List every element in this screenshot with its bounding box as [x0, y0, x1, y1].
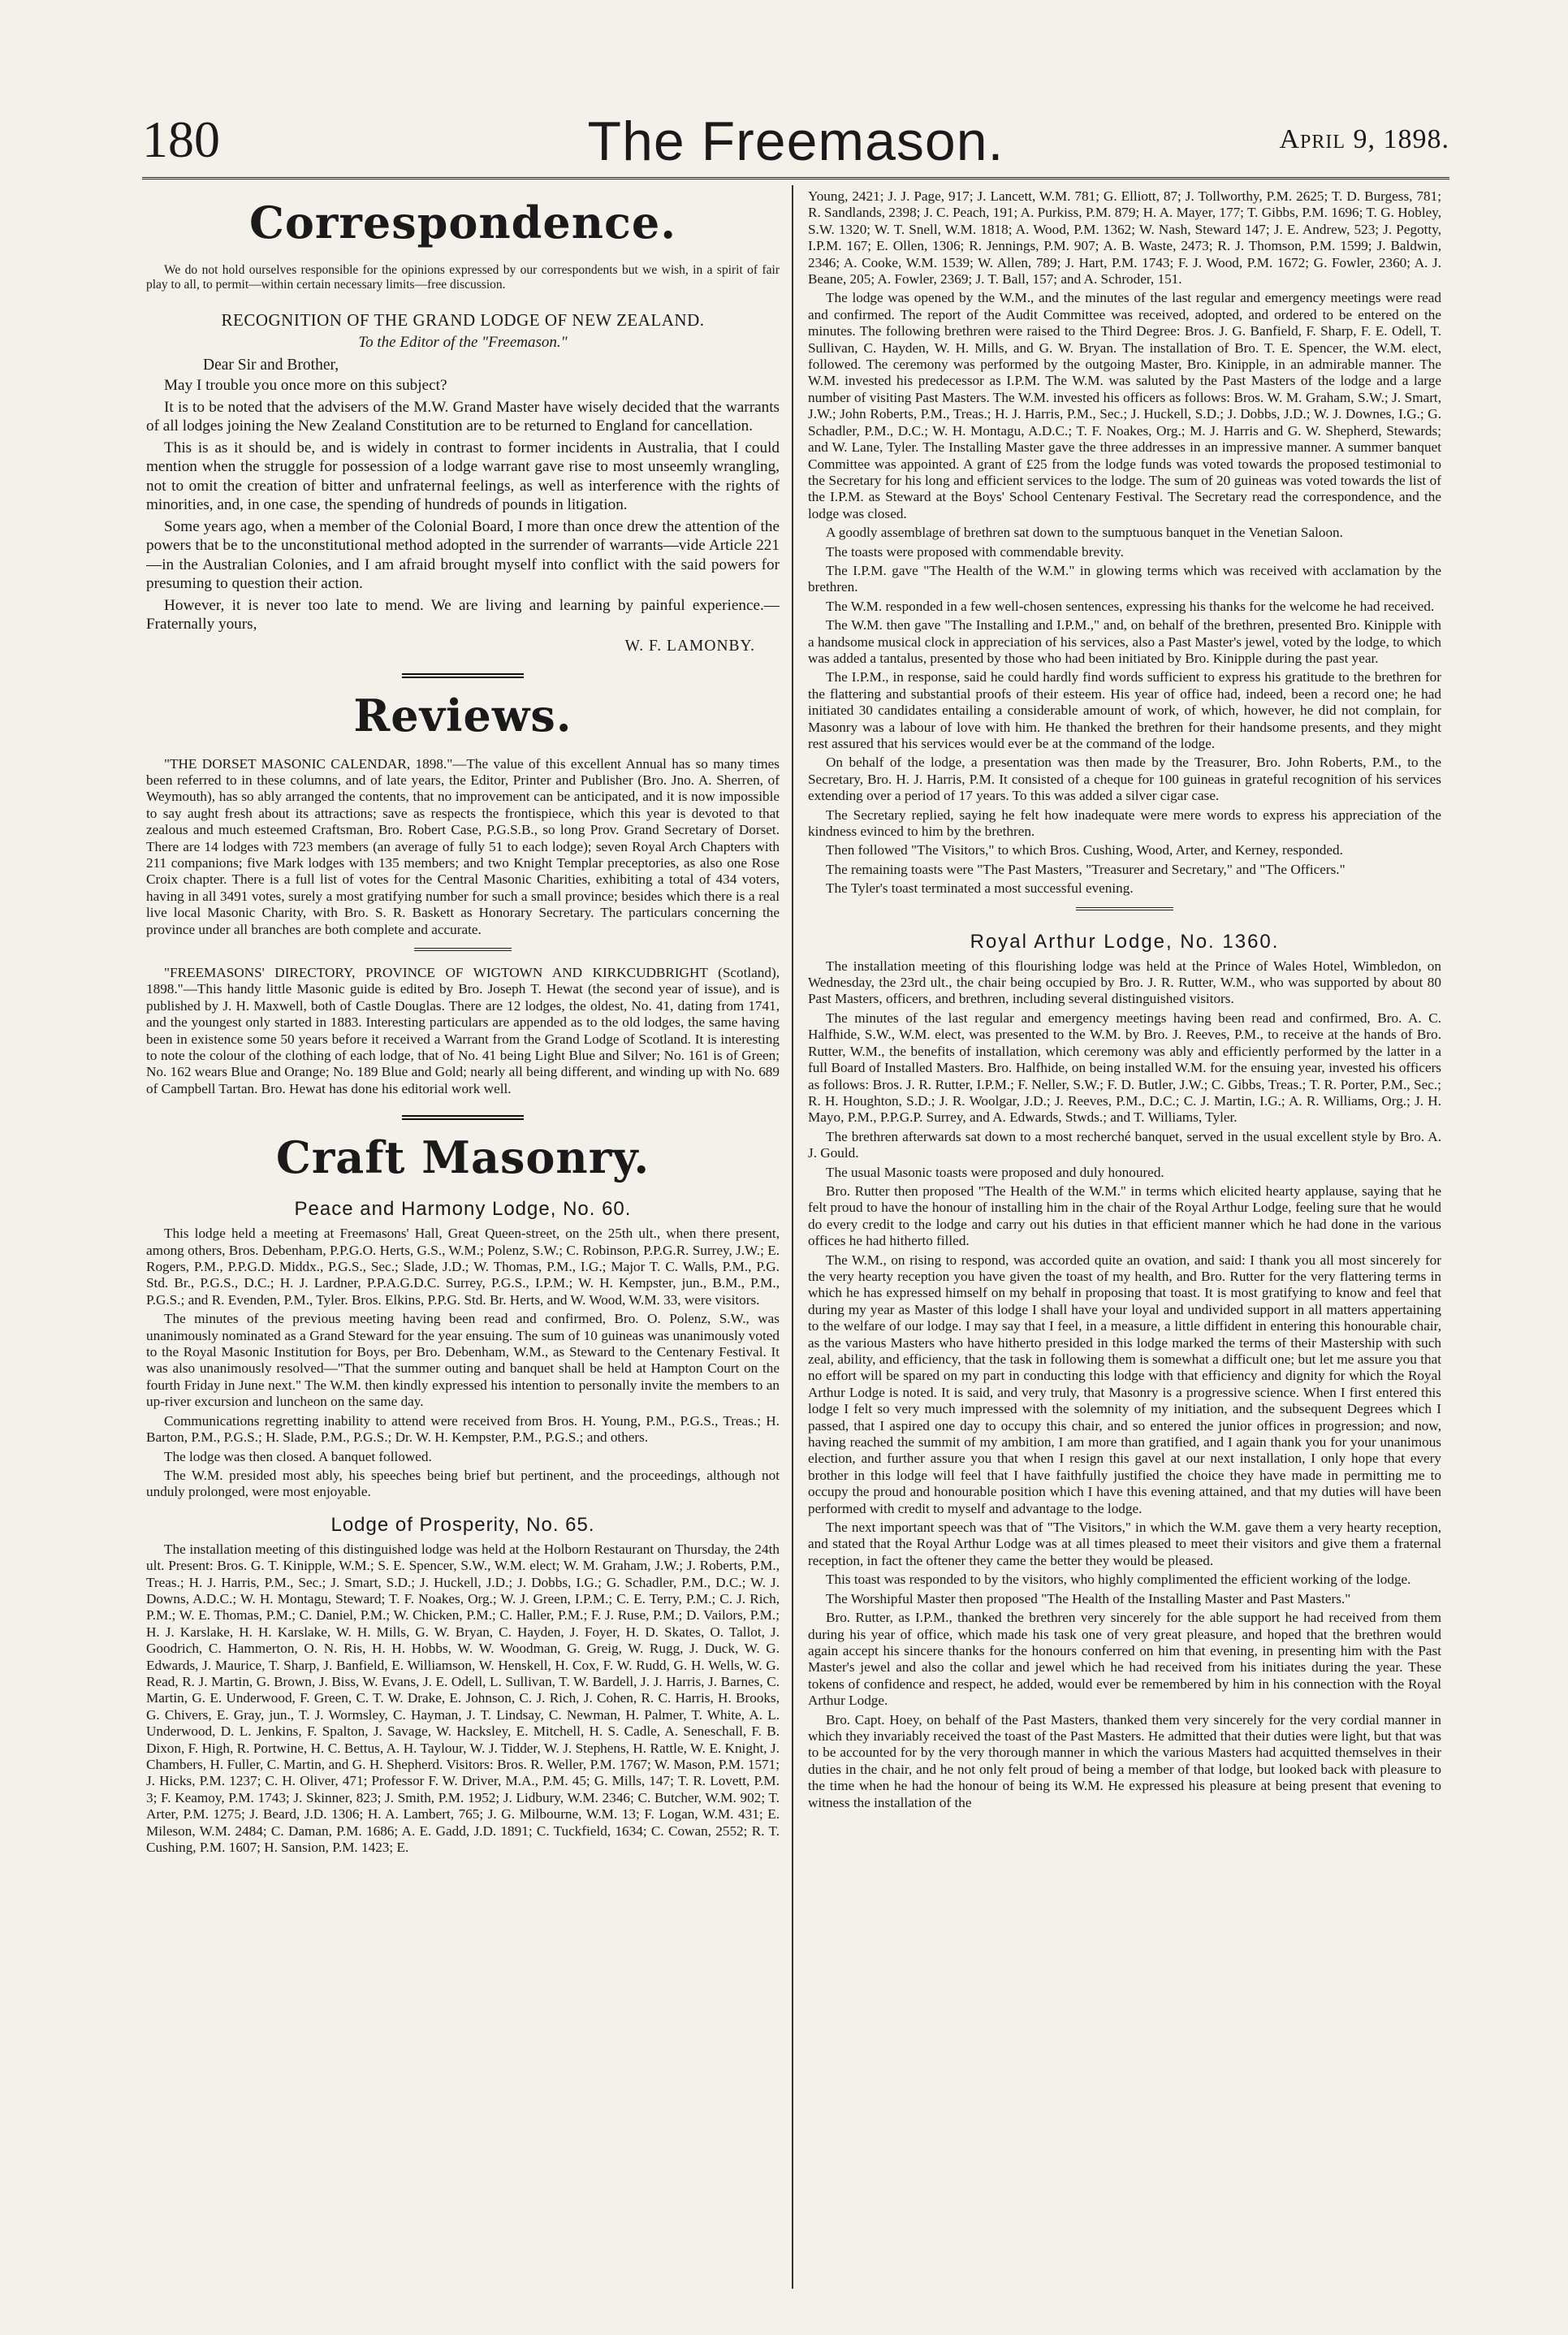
letter-paragraph: May I trouble you once more on this subject? [164, 377, 447, 394]
lodge-paragraph: This lodge held a meeting at Freemasons' Hall, Great Queen-street, on the 25th ult., when there present, among others, Bros. Debenham, P.P.G.O. Herts, G.S., W.M.; Polenz, S.W.; C. Robinson, P.P.G.R. Surrey, J.W.; E. Rogers, P.M., P.P.G.D. Middx., P.G.S., Sec.; Slade, J.D.; W. Thomas, P.M., I.G.; Major T. C. Walls, P.M., P.G. Std. Br., P.G.S., D.C.; H. J. Lardner, P.P.A.G.D.C. Surrey, P.G.S., I.P.M.; W. H. Kempster, jun., B.M., P.M., P.G.S.; and R. Evenden, P.M., Tyler. Bros. Elkins, P.P.G. Std. Br. Herts, and W. Wood, W.M. 33, were visitors. [146, 1226, 780, 1308]
disclaimer-text: We do not hold ourselves responsible for the opinions expressed by our correspondents but we wish, in a spirit of fair play to all, to permit—within certain necessary limits—free discussion. [146, 263, 780, 292]
lodge-paragraph: The toasts were proposed with commendable brevity. [826, 543, 1124, 560]
lodge-paragraph: Then followed "The Visitors," to which Bros. Cushing, Wood, Arter, and Kerney, responded. [826, 842, 1343, 858]
correspondence-heading: Correspondence. [248, 197, 677, 249]
masthead-title: The Freemason. [587, 110, 1004, 172]
section-rule [402, 673, 524, 681]
lodge-paragraph: The lodge was opened by the W.M., and the minutes of the last regular and emergency meetings were read and confirmed. The report of the Audit Committee was received, adopted, and ordered to be entered on the minutes. The following brethren were raised to the Third Degree: Bros. J. G. Banfield, F. Sharp, F. E. Odell, T. Sullivan, C. Hayden, W. H. Mills, and G. W. Bryan. The installation of Bro. T. E. Spencer, the W.M. elect, followed. The ceremony was performed by the outgoing Master, Bro. Kinipple, in an admirable manner. The W.M. invested his predecessor as I.P.M. The W.M. was saluted by the Past Masters of the lodge and a large number of visiting Past Masters. The W.M. invested his officers as follows: Bros. W. M. Graham, S.W.; J. Smart, J.W.; John Roberts, P.M., Treas.; H. J. Harris, P.M., Sec.; J. Huckell, S.D.; J. Dobbs, J.D.; W. J. Downes, I.G.; G. Schadler, P.M., D.C.; W. H. Montagu, A.D.C.; T. F. Noakes, Org.; M. J. Harris and G. W. Shepherd, Stewards; and W. Lane, Tyler. The Installing Master gave the three addresses in an impressive manner. A summer banquet Committee was appointed. A grant of £25 from the lodge funds was voted towards the proposed testimonial to the Secretary for his long and efficient services to the lodge. The sum of 20 guineas was voted towards the list of the I.P.M. as Steward at the Boys' School Centenary Festival. The Secretary read the correspondence, and the lodge was closed. [808, 290, 1441, 521]
lodge-paragraph: Young, 2421; J. J. Page, 917; J. Lancett, W.M. 781; G. Elliott, 87; J. Tollworthy, P.M. 2625; T. D. Burgess, 781; R. Sandlands, 2398; J. C. Peach, 191; A. Purkiss, P.M. 879; H. A. Mayer, 177; T. Gibbs, P.M. 1696; T. G. Hobley, S.W. 1320; W. T. Snell, W.M. 1818; A. Wood, P.M. 1362; W. Nash, Steward 147; J. E. Andrew, 523; J. Pegotty, I.P.M. 167; E. Ollen, 1306; R. Jennings, P.M. 907; A. B. Waste, 2473; R. J. Thomson, P.M. 1599; J. Baldwin, 2346; A. Cooke, W.M. 1539; W. Allen, 789; J. Hart, P.M. 1743; F. J. Wood, P.M. 1672; G. Fowler, 2360; A. J. Beane, 205; A. Fowler, 2369; J. T. Ball, 157; and A. Schroder, 151. [808, 188, 1441, 288]
review-paragraph: "THE DORSET MASONIC CALENDAR, 1898."—The value of this excellent Annual has so many times been referred to in these columns, and of late years, the Editor, Printer and Publisher (Bro. Jno. A. Sherren, of Weymouth), has so ably arranged the contents, that no improvement can be anticipated, and it is now impossible to say aught fresh about its attractions; save as respects the frontispiece, which this year is devoted to that zealous and much esteemed Craftsman, Bro. Robert Case, P.G.S.B., so long Prov. Grand Secretary of Dorset. There are 14 lodges with 723 members (an average of fully 51 to each lodge); seven Royal Arch Chapters with 211 companions; five Mark lodges with 135 members; and two Knight Templar preceptories, as also one Rose Croix chapter. There is a full list of votes for the Central Masonic Charities, exhibiting a total of 434 voters, having in all 3491 votes, surely a most gratifying number for such a small province; besides which there is a real live local Masonic Charity, with Bro. S. R. Baskett as Honorary Secretary. The particulars concerning the province under all branches are both complete and accurate. [146, 755, 780, 937]
correspondence-disclaimer [146, 263, 780, 292]
letter-paragraph: This is as it should be, and is widely in contrast to former incidents in Australia, that I could mention when the struggle for possession of a lodge warrant gave rise to most unseemly wrangling, not to omit the creation of bitter and unfraternal feelings, as well as interference with the rights of minorities, and, in one case, the spending of hundreds of pounds in litigation. [146, 439, 780, 513]
lodge-paragraph: Bro. Rutter then proposed "The Health of the W.M." in terms which elicited hearty applause, saying that he felt proud to have the honour of installing him in the chair of the Royal Arthur Lodge, feeling sure that he would do every credit to the lodge and carry out his duties in that efficient manner which he had done in the various offices he had hitherto filled. [808, 1183, 1441, 1249]
lodge-heading: Peace and Harmony Lodge, No. 60. [294, 1198, 632, 1221]
letter-to-editor: To the Editor of the "Freemason." [358, 334, 568, 351]
lodge-paragraph: The Secretary replied, saying he felt how inadequate were mere words to express his appreciation of the kindness evinced to him by the brethren. [808, 806, 1441, 840]
lodge-paragraph: Bro. Capt. Hoey, on behalf of the Past Masters, thanked them very sincerely for the very cordial manner in which they invariably received the toast of the Past Masters. He admitted that their duties were light, but that was to be accounted for by the very thorough manner in which the various Masters had acquitted themselves in their duties in the chair, and he not only felt proud of being a member of that lodge, but looked back with pleasure to the time when he had the honour of being its W.M. He expressed his pleasure at being present that evening to witness the installation of the [808, 1711, 1441, 1810]
column-divider [792, 185, 793, 2289]
lodge-paragraph: The Worshipful Master then proposed "The Health of the Installing Master and Past Masters." [826, 1590, 1351, 1606]
letter-paragraph: However, it is never too late to mend. We are living and learning by painful experience.—Fraternally yours, [146, 596, 780, 633]
lodge-paragraph: The next important speech was that of "The Visitors," in which the W.M. gave them a very hearty reception, and stated that the Royal Arthur Lodge was at all times pleased to meet their visitors and give them a fraternal reception, in fact the oftener they came the better they would be pleased. [808, 1520, 1441, 1568]
lodge-paragraph: The brethren afterwards sat down to a most recherché banquet, served in the usual excellent style by Bro. A. J. Gould. [808, 1128, 1441, 1161]
lodge-paragraph: The W.M. then gave "The Installing and I.P.M.," and, on behalf of the brethren, presented Bro. Kinipple with a handsome musical clock in appreciation of his services, also a Past Master's jewel, voted by the lodge, to which was added a tantalus, presented by those who had been initiated by Bro. Kinipple during the past year. [808, 617, 1441, 666]
page-number: 180 [142, 110, 220, 168]
lodge-paragraph: The I.P.M. gave "The Health of the W.M." in glowing terms which was received with acclamation by the brethren. [808, 562, 1441, 595]
lodge-paragraph: The W.M., on rising to respond, was accorded quite an ovation, and said: I thank you all most sincerely for the very hearty reception you have given the toast of my health, and Bro. Rutter for the very flattering terms in which he has expressed himself on my behalf in proposing that toast. It is most gratifying to know and feel that during my year as Master of this lodge I shall have your loyal and undivided support in all matters appertaining to the welfare of our lodge. I may say that I feel, in a measure, a little diffident in entering this honourable chair, as the various Masters who have hitherto presided in this lodge marked the terms of their Mastership with such zeal, ability, and efficiency, that the task in following them is somewhat a difficult one; but let me assure you that no effort will be spared on my part in conducting this lodge with that efficiency and dignity for which the Royal Arthur Lodge is noted. It is said, and very truly, that Masonry is a progressive science. When I first entered this lodge I felt so very much impressed with the solemnity of my initiation, and the subsequent Degrees which I passed, that I aspired one day to occupy this chair, and so entered the junior offices in progression; and now, having reached the summit of my ambition, I am more than gratified, and I again thank you for your unanimous election, and further assure you that when I resign this gavel at our next installation, I only hope that every brother in this lodge will feel that I have faithfully justified the choice they have made in permitting me to occupy the proud and honourable position which I have this evening attained, and that my duties will have been performed with credit to myself and advantage to the lodge. [808, 1252, 1441, 1516]
lodge-paragraph: The usual Masonic toasts were proposed and duly honoured. [826, 1164, 1164, 1180]
lodge-paragraph: The minutes of the last regular and emergency meetings having been read and confirmed, Bro. A. C. Halfhide, S.W., W.M. elect, was presented to the W.M. by Bro. J. Reeves, P.M., to receive at the hands of Bro. Rutter, W.M., the benefits of installation, which ceremony was ably and efficiently performed by the latter in a full Board of Installed Masters. Bro. Halfhide, on being installed W.M. for the ensuing year, invested his officers as follows: Bros. J. R. Rutter, I.P.M.; F. Neller, S.W.; F. D. Butler, J.W.; C. Gibbs, Treas.; T. R. Porter, P.M., Sec.; R. H. Houghton, S.D.; J. R. Woolgar, J.D.; J. Reeves, P.M., D.C.; C. J. Martin, I.G.; A. R. Williams, Org.; J. H. Mayo, P.M., P.P.G.P. Surrey, and A. Edwards, Stwds.; and T. Williams, Tyler. [808, 1010, 1441, 1126]
letter-paragraph: Some years ago, when a member of the Colonial Board, I more than once drew the attention of the powers that be to the unconstitutional method adopted in the surrender of warrants—vide Article 221—in the Australian Colonies, and I am afraid brought myself into conflict with the said powers for presuming to question their action. [146, 517, 780, 592]
lodge-heading: Royal Arthur Lodge, No. 1360. [970, 930, 1280, 953]
lodge-heading: Lodge of Prosperity, No. 65. [330, 1513, 595, 1536]
craft-masonry-heading: Craft Masonry. [275, 1131, 650, 1184]
section-divider [1076, 907, 1173, 913]
left-column [146, 188, 780, 2292]
lodge-paragraph: The installation meeting of this flourishing lodge was held at the Prince of Wales Hotel, Wimbledon, on Wednesday, the 23rd ult., the chair being occupied by Bro. J. R. Rutter, W.M., who was supported by about 80 Past Masters, officers, and brethren, including several distinguished visitors. [808, 958, 1441, 1007]
section-rule [402, 1115, 524, 1123]
lodge-paragraph: On behalf of the lodge, a presentation was then made by the Treasurer, Bro. John Roberts, P.M., to the Secretary, Bro. H. J. Harris, P.M. It consisted of a cheque for 100 guineas in grateful recognition of his services extending over a period of 17 years. To this was added a silver cigar case. [808, 755, 1441, 804]
review-paragraph: "FREEMASONS' DIRECTORY, PROVINCE OF WIGTOWN AND KIRKCUDBRIGHT (Scotland), 1898."—This handy little Masonic guide is edited by Bro. Joseph T. Hewat (the second year of issue), and is published by J. H. Maxwell, both of Castle Douglas. There are 12 lodges, the oldest, No. 41, dating from 1741, and the youngest only started in 1883. Interesting particulars are appended as to the old lodges, the same having been in existence some 50 years before it received a Warrant from the Grand Lodge of Scotland. It is interesting to note the colour of the clothing of each lodge, that of No. 41 being Light Blue and Silver; No. 161 is of Green; No. 162 wears Blue and Orange; No. 189 Blue and Gold; nearly all being different, and winding up with No. 689 of Campbell Tartan. Bro. Hewat has done his editorial work well. [146, 964, 780, 1096]
review-divider [414, 948, 512, 953]
lodge-paragraph: This toast was responded to by the visitors, who highly complimented the efficient working of the lodge. [826, 1572, 1411, 1588]
lodge-paragraph: The W.M. responded in a few well-chosen sentences, expressing his thanks for the welcome he had received. [826, 598, 1435, 614]
letter-signature: W. F. LAMONBY. [624, 637, 755, 655]
lodge-paragraph: A goodly assemblage of brethren sat down to the sumptuous banquet in the Venetian Saloon. [826, 525, 1343, 541]
lodge-paragraph: Bro. Rutter, as I.P.M., thanked the brethren very sincerely for the able support he had received from them during his year of office, which made his task one of very great pleasure, and hoped that the brethren would again accept his sincere thanks for the honours conferred on him that evening, in presenting him with the Past Master's jewel and also the collar and jewel which he had received from his initiates during the year. These tokens of confidence and respect, he added, would ever be remembered by him in his connection with the Royal Arthur Lodge. [808, 1610, 1441, 1709]
lodge-paragraph: The lodge was then closed. A banquet followed. [164, 1448, 432, 1464]
lodge-paragraph: The Tyler's toast terminated a most successful evening. [826, 880, 1134, 897]
lodge-paragraph: The installation meeting of this distinguished lodge was held at the Holborn Restaurant on Thursday, the 24th ult. Present: Bros. G. T. Kinipple, W.M.; S. E. Spencer, S.W., W.M. elect; W. M. Graham, J.W.; J. Roberts, P.M., Treas.; H. J. Harris, P.M., Sec.; J. Smart, S.D.; J. Huckell, J.D.; J. Dobbs, I.G.; G. Schadler, P.M., D.C.; W. J. Downs, A.D.C.; W. H. Montagu, Steward; T. F. Noakes, Org.; W. J. Green, I.P.M.; C. E. Terry, P.M.; C. J. Rich, P.M.; W. E. Thomas, P.M.; C. Daniel, P.M.; W. Chicken, P.M.; C. Haller, P.M.; F. J. Ruse, P.M.; D. Vailors, P.M.; H. J. Karslake, H. H. Karslake, W. H. Mills, G. W. Bryan, C. Hayden, J. Foyer, H. D. Skates, O. Tallot, J. Goodrich, C. Hammerton, O. N. Ris, H. H. Hobbs, W. W. Woodman, G. Greig, W. Rugg, J. Duck, W. G. Edwards, J. Maurice, T. Sharp, J. Banfield, E. Williamson, W. Henskell, H. Cox, F. W. Rudd, G. H. Wells, W. G. Read, R. J. Martin, G. Brown, J. Biss, W. Evans, J. E. Odell, L. Sullivan, T. W. Bardell, J. J. Harris, J. Barnes, C. Martin, G. E. Underwood, F. Green, C. T. W. Drake, E. Johnson, C. J. Rich, J. Cohen, R. C. Harris, H. Brooks, G. Chivers, E. Gray, jun., T. J. Wormsley, C. Hayman, J. T. Lindsay, C. Newman, H. Palmer, T. White, A. L. Underwood, D. L. Jenkins, F. Spalton, J. Savage, W. Hacksley, E. Mitchell, H. S. Cadle, A. Seneschall, F. B. Dixon, F. High, R. Portwine, H. C. Bettus, A. H. Taylour, W. J. Tidder, W. J. Stephens, H. Rattle, W. E. Knight, J. Chambers, H. Fuller, C. Martin, and G. H. Shepherd. Visitors: Bros. R. Weller, P.M. 1767; W. Mason, P.M. 1571; J. Hicks, P.M. 1237; C. H. Oliver, 471; Professor F. W. Driver, M.A., P.M. 45; G. Mills, 147; T. R. Lovett, P.M. 3; F. Keamoy, P.M. 1743; J. Skinner, 823; J. Smith, P.M. 1952; J. Lidbury, W.M. 2346; C. Butcher, W.M. 902; T. Arter, P.M. 1275; J. Beard, J.D. 1306; H. A. Lambert, 765; J. G. Milbourne, W.M. 13; F. Logan, W.M. 431; E. Mileson, W.M. 2484; C. Daman, P.M. 1686; A. E. Gadd, J.D. 1891; C. Tuckfield, 1634; C. Cowan, 2552; R. T. Cushing, P.M. 1607; H. Sansion, P.M. 1423; E. [146, 1541, 780, 1856]
letter-salutation: Dear Sir and Brother, [203, 357, 339, 374]
reviews-heading: Reviews. [353, 689, 572, 742]
masthead-rule [142, 177, 1449, 179]
right-column [808, 188, 1441, 2292]
masthead [142, 110, 1449, 175]
lodge-paragraph: Communications regretting inability to attend were received from Bros. H. Young, P.M., P.G.S., Treas.; H. Barton, P.M., P.G.S.; H. Slade, P.M., P.G.S.; Dr. W. H. Kempster, P.M., P.G.S.; and others. [146, 1412, 780, 1446]
lodge-paragraph: The minutes of the previous meeting having been read and confirmed, Bro. O. Polenz, S.W., was unanimously nominated as a Grand Steward for the year ensuing. The sum of 10 guineas was unanimously voted to the Royal Masonic Institution for Boys, per Bro. Debenham, W.M., as Steward to the Centenary Festival. It was also unanimously resolved—"That the summer outing and banquet shall be held at Hampton Court on the fourth Friday in June next." The W.M. then kindly expressed his intention to personally invite the members to an up-river excursion and luncheon on the same day. [146, 1311, 780, 1410]
letter-paragraph: It is to be noted that the advisers of the M.W. Grand Master have wisely decided that the warrants of all lodges joining the New Zealand Constitution are to be returned to England for cancellation. [146, 398, 780, 435]
lodge-paragraph: The remaining toasts were "The Past Masters, "Treasurer and Secretary," and "The Officers." [826, 861, 1346, 877]
lodge-paragraph: The W.M. presided most ably, his speeches being brief but pertinent, and the proceedings, although not unduly prolonged, were most enjoyable. [146, 1467, 780, 1500]
lodge-paragraph: The I.P.M., in response, said he could hardly find words sufficient to express his gratitude to the brethren for the flattering and substantial proofs of their esteem. His year of office had, indeed, been a record one; he had initiated 30 candidates entailing a considerable amount of work, of which, however, he did not complain, for Masonry was a labour of love with him. He thanked the brethren for their handsome presents, and they might rest assured that his services would ever be at the command of the lodge. [808, 669, 1441, 751]
letter-body [146, 376, 780, 634]
letter-title: RECOGNITION OF THE GRAND LODGE OF NEW ZEALAND. [221, 310, 705, 330]
issue-date: April 9, 1898. [1279, 124, 1449, 154]
